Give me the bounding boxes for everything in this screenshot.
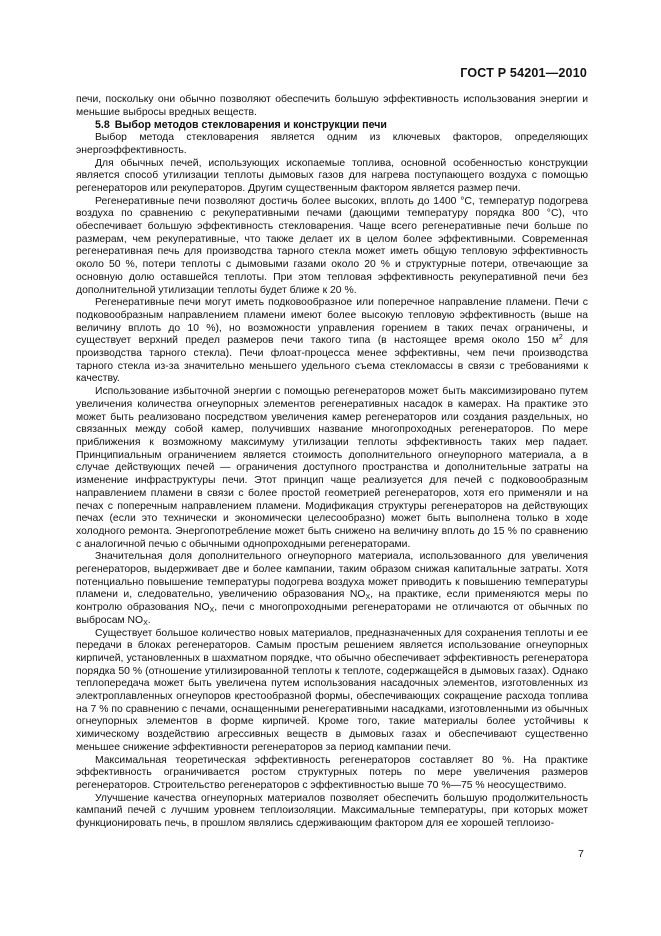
paragraph-8: Максимальная теоретическая эффективность регенераторов составляет 80 %. На практике эффективность ограничивается ростом структурных потерь по мере увеличения размеров регенераторов. Строительство регенераторов с эффективностью выше 70 %—75 % неосуществимо. bbox=[76, 754, 588, 791]
paragraph-6-text-d: . bbox=[147, 614, 151, 626]
paragraph-6 bbox=[76, 551, 588, 627]
paragraph-4-text-a: Регенеративные печи могут иметь подковообразное или поперечное направление пламени. Печи с подковообразным направлением пламени имеют более высокую тепловую эффективность (выше на величину вплоть до 10 %), но возможности управления горением в таких печах ограничены, и существует верхний предел размеров печи такого типа (в настоящее время около 150 м bbox=[76, 297, 588, 347]
square-superscript: 2 bbox=[558, 334, 563, 342]
paragraph-4-text-b: для производства тарного стекла). Печи флоат-процесса менее эффективны, чем печи производства тарного стекла из-за значительно меньшего удельного съема стекломассы в связи с требованиями к качеству. bbox=[76, 335, 588, 385]
intro-paragraph: печи, поскольку они обычно позволяют обеспечить большую эффективность использования энергии и меньшие выбросы вредных веществ. bbox=[76, 94, 588, 118]
nox-subscript: X bbox=[143, 619, 148, 627]
page-number: 7 bbox=[578, 848, 584, 860]
paragraph-1: Выбор метода стекловарения является одним из ключевых факторов, определяющих энергоэффективность. bbox=[76, 132, 588, 156]
nox-subscript: X bbox=[365, 594, 371, 602]
section-number: 5.8 bbox=[95, 119, 110, 132]
paragraph-9: Улучшение качества огнеупорных материалов позволяет обеспечить большую продолжительность кампаний печей с лучшим уровнем теплоизоляции. Максимальные температуры, при которых может функционировать печь, в прошлом являлись сдерживающим фактором для ее хорошей теплоизо- bbox=[76, 792, 588, 830]
paragraph-4 bbox=[76, 297, 588, 386]
paragraph-6-text-a: Значительная доля дополнительного огнеупорного материала, использованного для увеличения регенераторов, выдерживает две и более кампании, таким образом снижая капитальные затраты. Хотя потенциально повышение температуры подогрева воздуха может приводить к повышению температуры пламени и, следовательно, увеличению образования NO bbox=[76, 551, 588, 601]
paragraph-7: Существует большое количество новых материалов, предназначенных для сохранения теплоты и ее передачи в блоках регенераторов. Самым простым решением является использование огнеупорных кирпичей, установленных в шахматном порядке, что обычно обеспечивает эффективность регенератора порядка 50 % (отношение утилизированной теплоты к теплоте, содержащейся в дымовых газах). Однако теплопередача может быть увеличена путем использования насадочных элементов, изготовленных из электроплавленных огнеупоров крестообразной формы, обеспечивающих сокращение расхода топлива на 7 % по сравнению с печами, оснащенными ренегеративными насадками, изготовленными из обычных огнеупорных элементов в форме кирпичей. Кроме того, такие материалы более устойчивы к химическому воздействию агрессивных веществ в дымовых газах и обеспечивают существенно меньшее снижение эффективности регенераторов за период кампании печи. bbox=[76, 627, 588, 753]
paragraph-6-text-b: , на практике, если применяются меры по контролю образования NO bbox=[76, 589, 589, 614]
body-text bbox=[76, 94, 588, 831]
section-heading bbox=[76, 119, 588, 132]
paragraph-5: Использование избыточной энергии с помощью регенераторов может быть максимизировано путем увеличения количества огнеупорных элементов регенеративных насадок в камерах. На практике это может быть реализовано посредством увеличения камер регенераторов или создания раздельных, но связанных между собой камер, получивших название многопроходных регенераторов. По мере приближения к возможному максимуму утилизации теплоты эффективность таких мер падает. Принципиальным ограничением является стоимость дополнительного огнеупорного материала, а в случае действующих печей — ограничения доступного пространства и дополнительные затраты на изменение инфраструктуры печи. Этот принцип чаще реализуется для печей с подковообразным направлением пламени в связи с более простой геометрией регенераторов, хотя его применяли и на печах с поперечным направлением пламени. Модификация структуры регенераторов на действующих печах (если это технически и экономически целесообразно) может быть выполнена только в ходе холодного ремонта. Энергопотребление может быть снижено на величину вплоть до 15 % по сравнению с аналогичной печью с обычными однопроходными регенераторами. bbox=[76, 386, 588, 550]
paragraph-3: Регенеративные печи позволяют достичь более высоких, вплоть до 1400 °C, температур подогрева воздуха по сравнению с рекуперативными печами (дающими температуру порядка 800 °C), что обеспечивает большую эффективность стекловарения. Чаще всего регенеративные печи больше по размерам, чем рекуперативные, что также делает их в целом более эффективными. Современная регенеративная печь для производства тарного стекла может иметь общую тепловую эффективность около 50 %, потери теплоты с дымовыми газами около 20 % и структурные потери, отвечающие за основную долю оставшейся теплоты. При этом тепловая эффективность рекуперативной печи без дополнительной утилизации теплоты будет ближе к 20 %. bbox=[76, 195, 588, 296]
nox-subscript: X bbox=[209, 607, 215, 615]
paragraph-6-text-c: , печи с многопроходными регенераторами не отличаются от обычных по выбросам NO bbox=[76, 602, 588, 626]
paragraph-2: Для обычных печей, использующих ископаемые топлива, основной особенностью конструкции является способ утилизации теплоты дымовых газов для нагрева поступающего воздуха с помощью регенераторов или рекуператоров. Другим существенным фактором является размер печи. bbox=[76, 157, 588, 194]
standard-code: ГОСТ Р 54201—2010 bbox=[460, 66, 587, 80]
section-title: Выбор методов стекловарения и конструкции печи bbox=[114, 119, 387, 132]
